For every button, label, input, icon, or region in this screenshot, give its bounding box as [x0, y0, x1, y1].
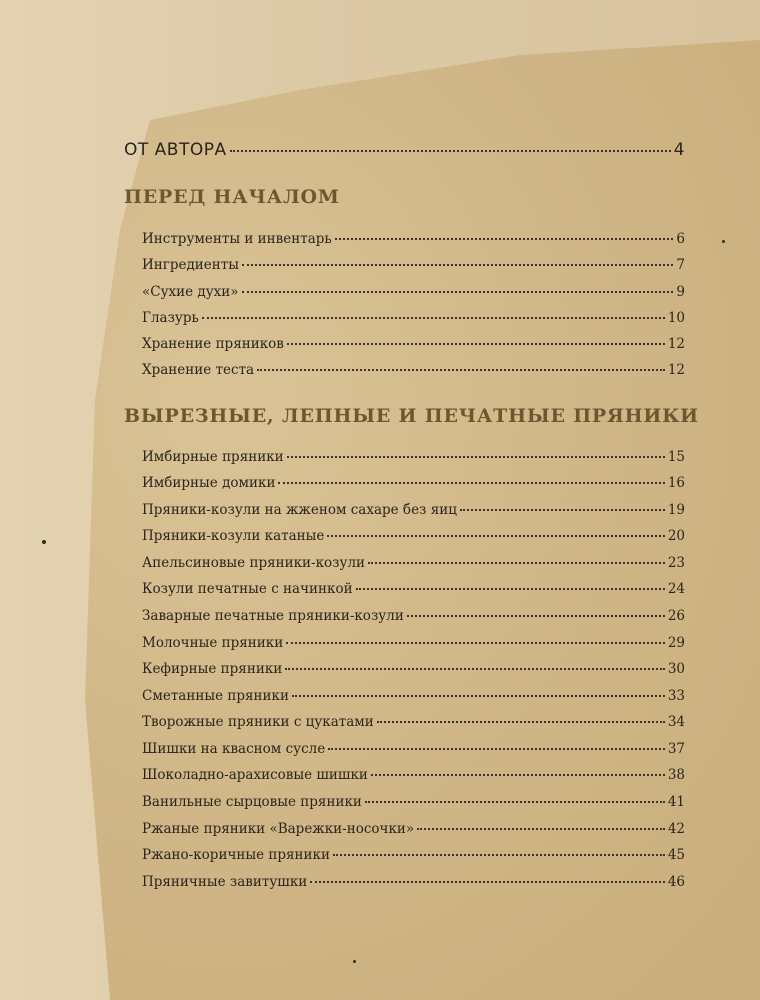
- toc-entry-title: Ржано-коричные пряники: [142, 847, 330, 863]
- toc-entry[interactable]: [142, 874, 685, 890]
- toc-entry[interactable]: [142, 502, 685, 518]
- toc-entry[interactable]: [142, 284, 685, 300]
- toc-entry-title: Заварные печатные пряники-козули: [142, 608, 404, 624]
- toc-dot-leader: [335, 237, 674, 240]
- toc-dot-leader: [328, 747, 665, 750]
- toc-entry-title: Апельсиновые пряники-козули: [142, 555, 366, 571]
- toc-entry-page: 9: [676, 284, 685, 300]
- toc-dot-leader: [371, 773, 665, 776]
- toc-entry-title: Имбирные пряники: [142, 449, 284, 465]
- toc-dot-leader: [287, 342, 665, 345]
- toc-entry-page: 19: [667, 502, 685, 518]
- toc-entry-title: Имбирные домики: [142, 475, 276, 491]
- toc-entry-title: Глазурь: [142, 310, 199, 326]
- toc-dot-leader: [285, 667, 665, 670]
- toc-dot-leader: [327, 534, 664, 537]
- toc-entry-title: Пряники-козули на жженом сахаре без яиц: [142, 502, 457, 518]
- toc-entry[interactable]: [142, 767, 685, 783]
- toc-entry-title: «Сухие духи»: [142, 284, 239, 300]
- toc-entry-title: ОТ АВТОРА: [124, 140, 227, 160]
- toc-dot-leader: [292, 694, 665, 697]
- toc-entry-title: Ржаные пряники «Варежки-носочки»: [142, 821, 415, 837]
- toc-entry[interactable]: [142, 847, 685, 863]
- toc-entry-page: 34: [667, 714, 685, 730]
- toc-dot-leader: [368, 561, 665, 564]
- toc-entry[interactable]: [142, 310, 685, 326]
- toc-dot-leader: [278, 481, 664, 484]
- toc-dot-leader: [407, 614, 665, 617]
- toc-entry[interactable]: [142, 821, 685, 837]
- toc-entry-page: 24: [667, 581, 685, 597]
- toc-entry[interactable]: [142, 336, 685, 352]
- toc-entry-author[interactable]: [124, 140, 685, 160]
- toc-entry-title: Шишки на квасном сусле: [142, 741, 326, 757]
- toc-dot-leader: [333, 853, 665, 856]
- toc-entry-title: Сметанные пряники: [142, 688, 289, 704]
- toc-entry-page: 7: [676, 257, 685, 273]
- toc-dot-leader: [417, 827, 665, 830]
- toc-entry[interactable]: [142, 581, 685, 597]
- toc-dot-leader: [286, 641, 665, 644]
- toc-entry[interactable]: [142, 475, 685, 491]
- toc-entry-page: 6: [676, 231, 685, 247]
- toc-entry-page: 10: [667, 310, 685, 326]
- toc-entry-title: Козули печатные с начинкой: [142, 581, 353, 597]
- toc-dot-leader: [202, 316, 665, 319]
- toc-entry[interactable]: [142, 688, 685, 704]
- toc-dot-leader: [365, 800, 665, 803]
- toc-entry[interactable]: [142, 362, 685, 378]
- toc-entry-page: 23: [667, 555, 685, 571]
- toc-entry-page: 12: [667, 336, 685, 352]
- toc-entry-title: Пряничные завитушки: [142, 874, 308, 890]
- toc-entry-title: Молочные пряники: [142, 635, 284, 651]
- toc-dot-leader: [377, 720, 665, 723]
- toc-dot-leader: [257, 368, 665, 371]
- toc-entry-title: Творожные пряники с цукатами: [142, 714, 374, 730]
- toc-entry[interactable]: [142, 661, 685, 677]
- toc-entry[interactable]: [142, 528, 685, 544]
- toc-entry-page: 33: [667, 688, 685, 704]
- toc-entry-title: Ингредиенты: [142, 257, 239, 273]
- toc-dot-leader: [242, 290, 674, 293]
- toc-dot-leader: [310, 880, 665, 883]
- toc-dot-leader: [287, 455, 665, 458]
- toc-entry[interactable]: [142, 794, 685, 810]
- toc-entry-page: 4: [673, 140, 685, 160]
- toc-dot-leader: [230, 149, 671, 152]
- toc-entry-title: Инструменты и инвентарь: [142, 231, 332, 247]
- toc-entry[interactable]: [142, 231, 685, 247]
- toc-dot-leader: [242, 263, 673, 266]
- toc-entry-page: 37: [667, 741, 685, 757]
- toc-entry-page: 46: [667, 874, 685, 890]
- toc-entry-title: Хранение теста: [142, 362, 255, 378]
- toc-dot-leader: [460, 508, 665, 511]
- toc-entry[interactable]: [142, 635, 685, 651]
- toc-entry[interactable]: [142, 608, 685, 624]
- toc-entry[interactable]: [142, 555, 685, 571]
- toc-entry[interactable]: [142, 257, 685, 273]
- toc-entry-title: Шоколадно-арахисовые шишки: [142, 767, 368, 783]
- section-heading: ПЕРЕД НАЧАЛОМ: [124, 186, 340, 208]
- toc-entry[interactable]: [142, 741, 685, 757]
- toc-entry-page: 26: [667, 608, 685, 624]
- toc-entry[interactable]: [142, 449, 685, 465]
- toc-entry-page: 29: [667, 635, 685, 651]
- section-heading: ВЫРЕЗНЫЕ, ЛЕПНЫЕ И ПЕЧАТНЫЕ ПРЯНИКИ: [124, 405, 699, 427]
- toc-entry[interactable]: [142, 714, 685, 730]
- toc-entry-title: Пряники-козули катаные: [142, 528, 325, 544]
- toc-entry-page: 30: [667, 661, 685, 677]
- toc-entry-page: 42: [667, 821, 685, 837]
- toc-entry-page: 20: [667, 528, 685, 544]
- toc-entry-page: 15: [667, 449, 685, 465]
- toc-entry-page: 16: [667, 475, 685, 491]
- toc-entry-title: Кефирные пряники: [142, 661, 283, 677]
- toc-dot-leader: [356, 587, 665, 590]
- toc-entry-title: Хранение пряников: [142, 336, 284, 352]
- toc-entry-page: 38: [667, 767, 685, 783]
- toc-entry-page: 45: [667, 847, 685, 863]
- toc-entry-page: 12: [667, 362, 685, 378]
- toc-entry-title: Ванильные сырцовые пряники: [142, 794, 362, 810]
- toc-entry-page: 41: [667, 794, 685, 810]
